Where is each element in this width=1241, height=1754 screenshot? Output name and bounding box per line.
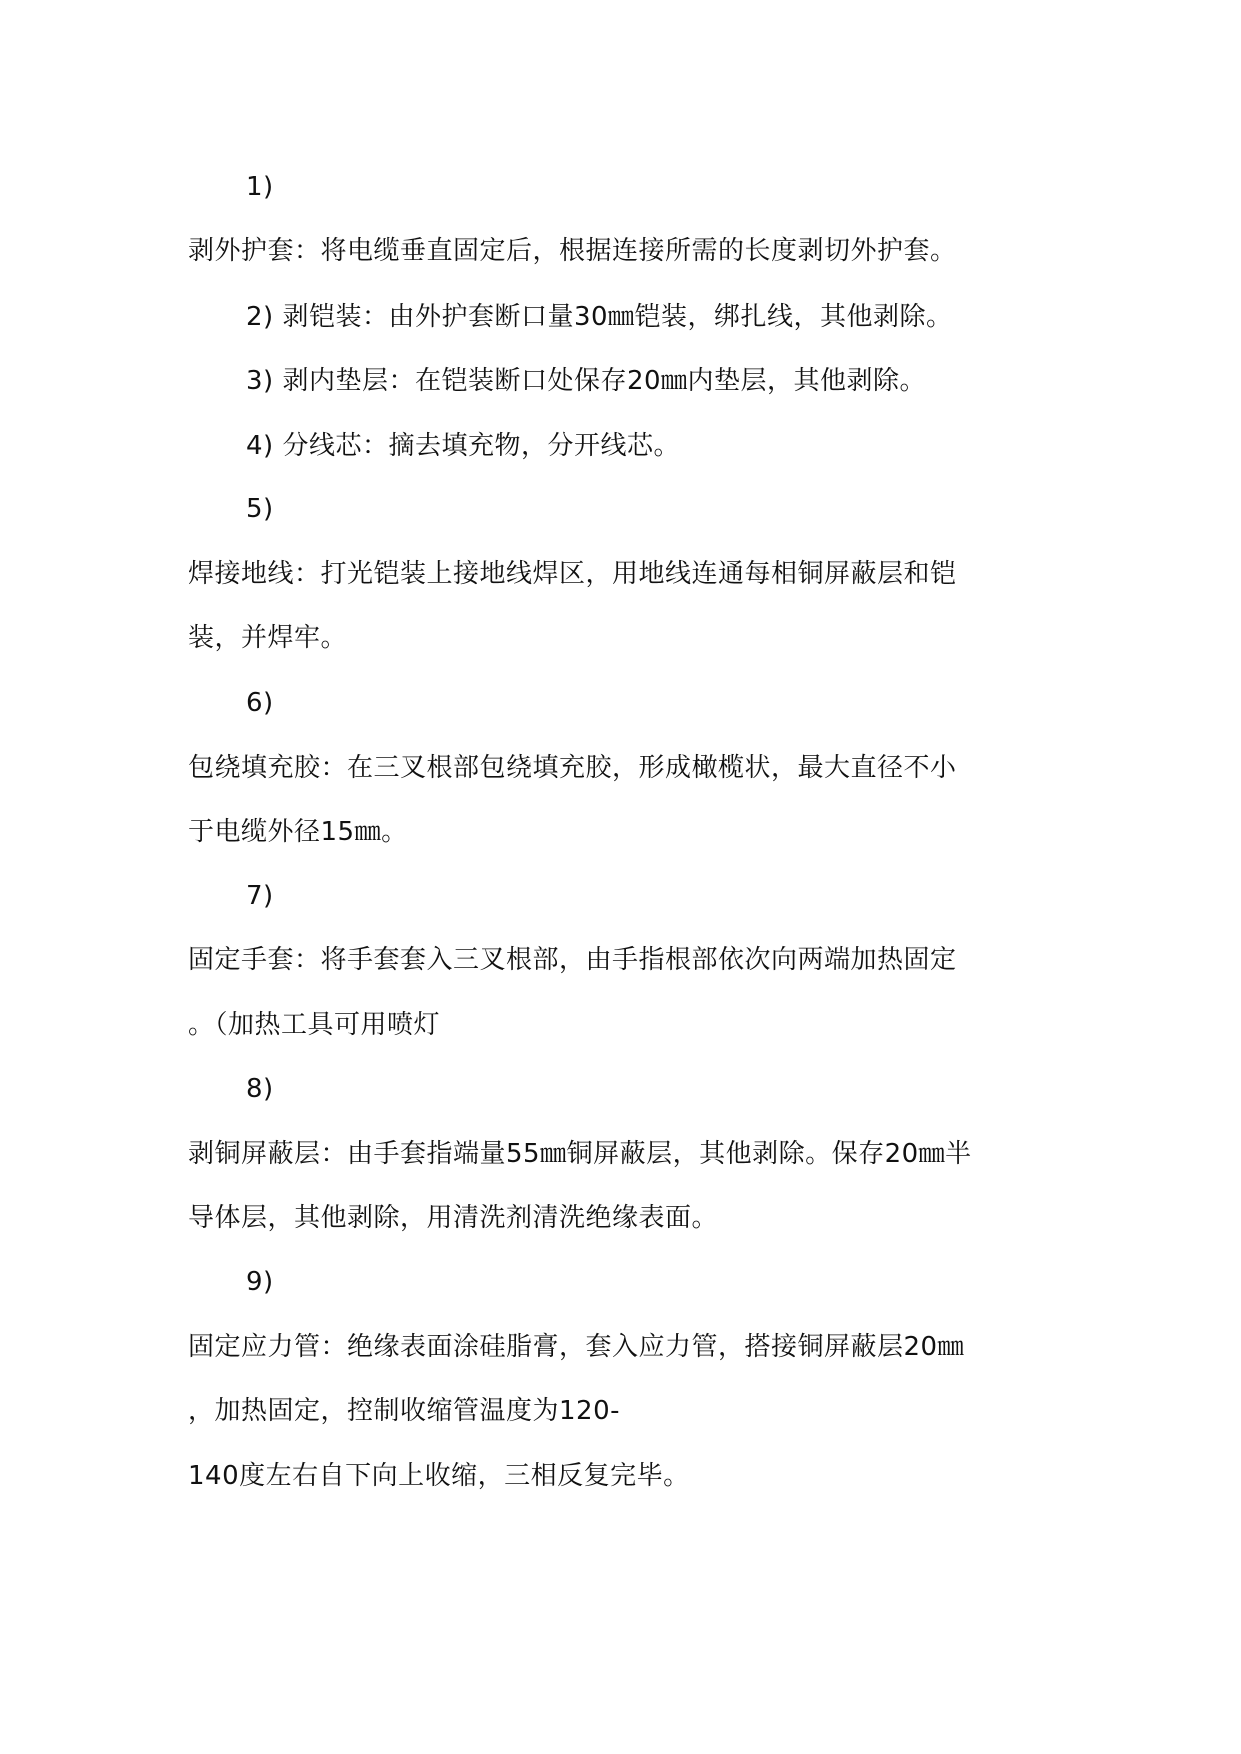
- paragraph-line: 剥铜屏蔽层：由手套指端量55㎜铜屏蔽层，其他剥除。保存20㎜半: [188, 1139, 972, 1169]
- paragraph-line: 4) 分线芯：摘去填充物，分开线芯。: [246, 431, 680, 461]
- paragraph-line: 导体层，其他剥除，用清洗剂清洗绝缘表面。: [188, 1203, 719, 1233]
- step-number: 5): [246, 494, 274, 524]
- paragraph-line: 焊接地线：打光铠装上接地线焊区，用地线连通每相铜屏蔽层和铠: [188, 559, 957, 589]
- step-number: 6): [246, 688, 274, 718]
- paragraph-line: 140度左右自下向上收缩，三相反复完毕。: [188, 1461, 690, 1491]
- paragraph-line: 3) 剥内垫层：在铠装断口处保存20㎜内垫层，其他剥除。: [246, 366, 927, 396]
- step-number: 1): [246, 172, 274, 202]
- paragraph-line: 。（加热工具可用喷灯: [188, 1010, 441, 1040]
- paragraph-line: 于电缆外径15㎜。: [188, 817, 408, 847]
- paragraph-line: 固定手套：将手套套入三叉根部，由手指根部依次向两端加热固定: [188, 945, 957, 975]
- paragraph-line: ，加热固定，控制收缩管温度为120-: [188, 1396, 621, 1426]
- paragraph-line: 固定应力管：绝缘表面涂硅脂膏，套入应力管，搭接铜屏蔽层20㎜: [188, 1332, 965, 1362]
- paragraph-line: 剥外护套：将电缆垂直固定后，根据连接所需的长度剥切外护套。: [188, 236, 957, 266]
- step-number: 9): [246, 1267, 274, 1297]
- paragraph-line: 2) 剥铠装：由外护套断口量30㎜铠装，绑扎线，其他剥除。: [246, 302, 953, 332]
- paragraph-line: 包绕填充胶：在三叉根部包绕填充胶，形成橄榄状，最大直径不小: [188, 753, 957, 783]
- paragraph-line: 装，并焊牢。: [188, 623, 348, 653]
- step-number: 7): [246, 881, 274, 911]
- step-number: 8): [246, 1074, 274, 1104]
